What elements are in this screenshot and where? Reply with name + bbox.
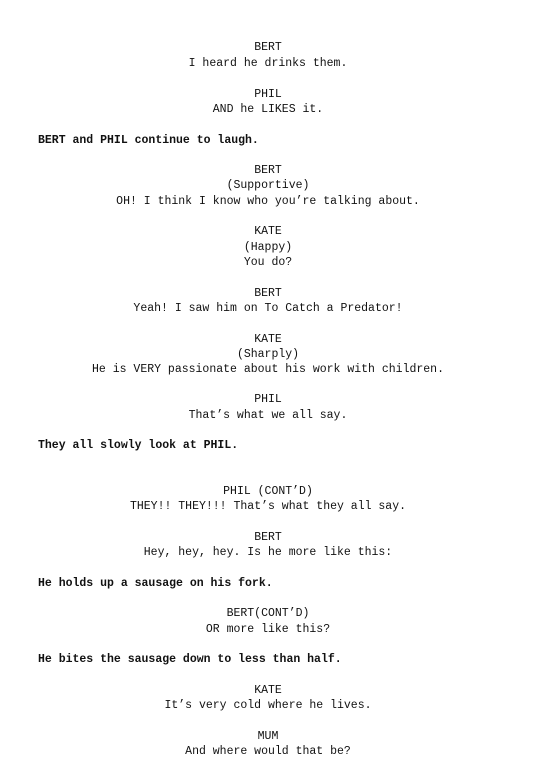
dialogue-line: You do? bbox=[243, 256, 293, 269]
dialogue-line: AND he LIKES it. bbox=[212, 103, 324, 116]
character-name: BERT bbox=[254, 41, 282, 54]
character-name: BERT bbox=[254, 287, 282, 300]
dialogue-line: OH! I think I know who you’re talking about. bbox=[116, 195, 420, 208]
character-name: BERT bbox=[254, 531, 282, 544]
dialogue-line: He is VERY passionate about his work with children. bbox=[92, 363, 444, 376]
character-name: BERT(CONT’D) bbox=[226, 607, 310, 620]
action-line: He bites the sausage down to less than half. bbox=[38, 653, 342, 666]
dialogue-line: I heard he drinks them. bbox=[188, 57, 348, 70]
character-name: KATE bbox=[254, 225, 282, 238]
dialogue-line: And where would that be? bbox=[185, 745, 351, 758]
action-line: He holds up a sausage on his fork. bbox=[38, 577, 273, 590]
character-name: KATE bbox=[254, 333, 282, 346]
dialogue-line: It’s very cold where he lives. bbox=[164, 699, 372, 712]
dialogue-line: Yeah! I saw him on To Catch a Predator! bbox=[133, 302, 403, 315]
character-name: KATE bbox=[254, 684, 282, 697]
character-name: BERT bbox=[254, 164, 282, 177]
character-name: PHIL (CONT’D) bbox=[223, 485, 313, 498]
dialogue-line: Hey, hey, hey. Is he more like this: bbox=[143, 546, 393, 559]
character-name: PHIL bbox=[254, 88, 282, 101]
parenthetical: (Supportive) bbox=[226, 179, 310, 192]
dialogue-line: OR more like this? bbox=[205, 623, 331, 636]
dialogue-line: THEY!! THEY!!! That’s what they all say. bbox=[129, 500, 407, 513]
dialogue-line: That’s what we all say. bbox=[188, 409, 348, 422]
action-line: BERT and PHIL continue to laugh. bbox=[38, 134, 259, 147]
character-name: MUM bbox=[257, 730, 279, 743]
character-name: PHIL bbox=[254, 393, 282, 406]
parenthetical: (Sharply) bbox=[236, 348, 300, 361]
action-line: They all slowly look at PHIL. bbox=[38, 439, 239, 452]
parenthetical: (Happy) bbox=[243, 241, 293, 254]
